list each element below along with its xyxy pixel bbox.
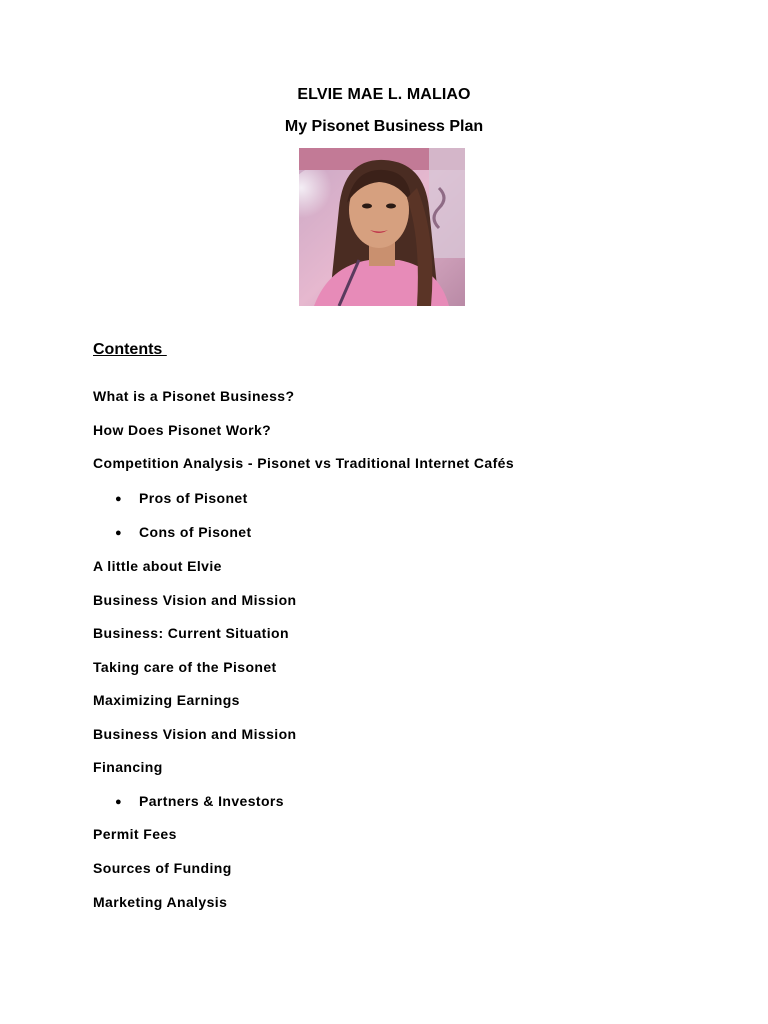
author-photo [299, 148, 465, 306]
bullet-icon: ● [115, 527, 123, 539]
toc-item[interactable]: Competition Analysis - Pisonet vs Traditional Internet Cafés [93, 455, 515, 471]
toc-subitem[interactable]: ● Pros of Pisonet [115, 490, 248, 506]
toc-item[interactable]: Marketing Analysis [93, 894, 228, 910]
toc-item[interactable]: Maximizing Earnings [93, 692, 240, 708]
bullet-icon: ● [115, 796, 123, 808]
toc-item[interactable]: Sources of Funding [93, 860, 232, 876]
toc-subitem[interactable]: ● Partners & Investors [115, 793, 284, 809]
toc-item[interactable]: What is a Pisonet Business? [93, 388, 295, 404]
document-title: My Pisonet Business Plan [284, 118, 484, 135]
toc-item[interactable]: Permit Fees [93, 826, 177, 842]
toc-item[interactable]: Financing [93, 759, 163, 775]
toc-item[interactable]: Business: Current Situation [93, 625, 289, 641]
toc-item[interactable]: Business Vision and Mission [93, 592, 297, 608]
toc-item[interactable]: Taking care of the Pisonet [93, 659, 277, 675]
portrait-photo-icon [299, 148, 465, 306]
toc-subitem[interactable]: ● Cons of Pisonet [115, 524, 252, 540]
author-name: ELVIE MAE L. MALIAO [297, 86, 471, 103]
toc-item[interactable]: Business Vision and Mission [93, 726, 297, 742]
contents-heading: Contents [93, 341, 167, 358]
toc-item[interactable]: A little about Elvie [93, 558, 222, 574]
toc-item[interactable]: How Does Pisonet Work? [93, 422, 272, 438]
bullet-icon: ● [115, 493, 123, 505]
